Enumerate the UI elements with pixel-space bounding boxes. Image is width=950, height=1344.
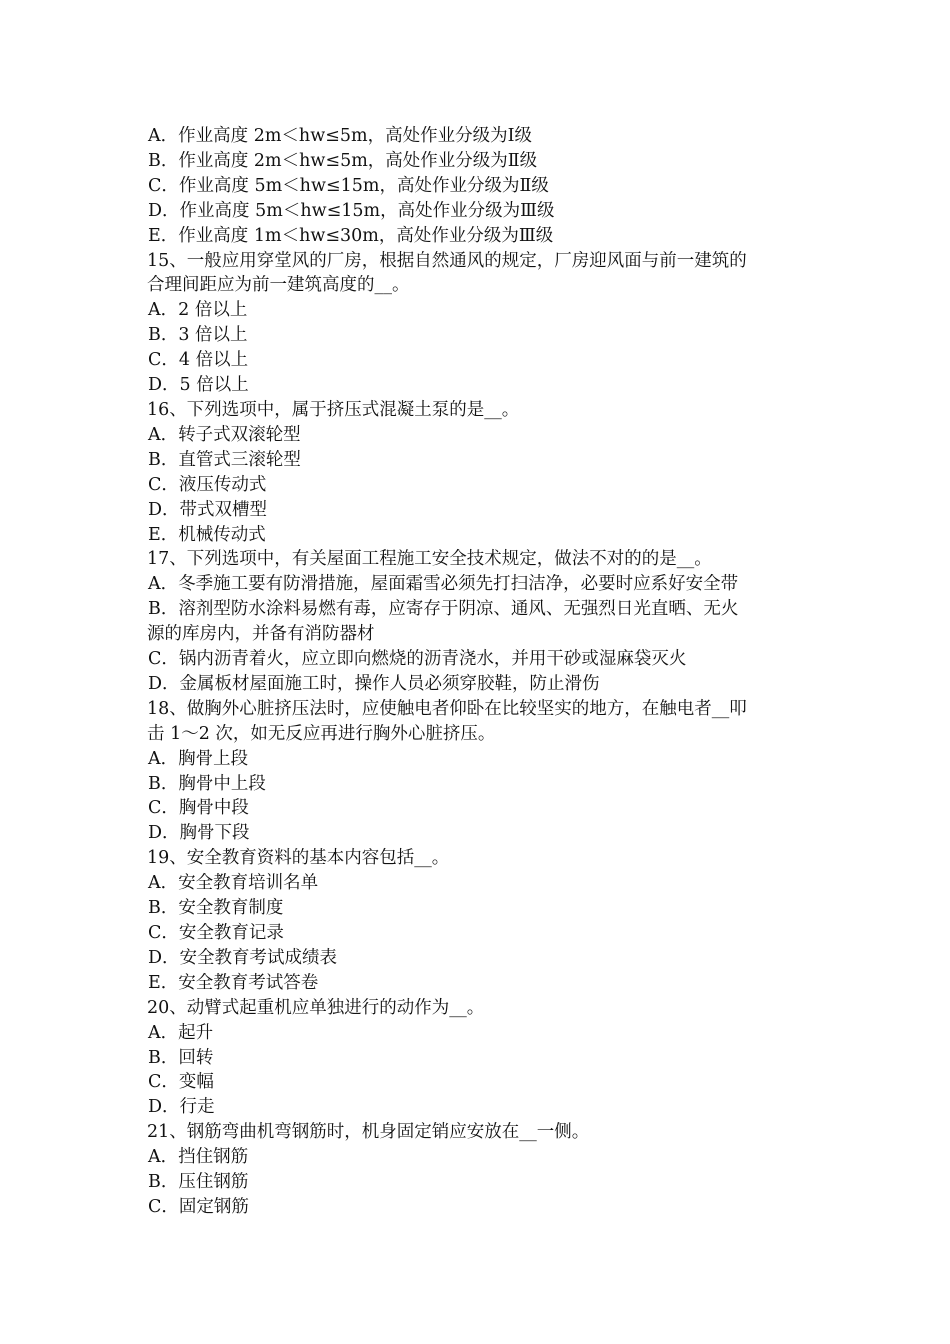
answer-option-line: D．行走 (148, 1097, 215, 1118)
answer-option-line: D．5 倍以上 (148, 375, 249, 396)
question-text-line: 19、安全教育资料的基本内容包括__。 (147, 848, 450, 869)
answer-option-line: A．安全教育培训名单 (148, 873, 319, 894)
answer-option-line: A．作业高度 2m＜hw≤5m，高处作业分级为Ⅰ级 (148, 126, 532, 146)
question-text-line: 18、做胸外心脏挤压法时，应使触电者仰卧在比较坚实的地方，在触电者__叩 (147, 698, 747, 719)
question-text-line: 20、动臂式起重机应单独进行的动作为__。 (147, 997, 485, 1018)
answer-option-line: A．转子式双滚轮型 (148, 424, 301, 445)
answer-option-line: E．作业高度 1m＜hw≤30m，高处作业分级为Ⅲ级 (148, 225, 554, 246)
question-text-line: 源的库房内，并备有消防器材 (147, 624, 375, 645)
answer-option-line: B．胸骨中上段 (148, 773, 266, 794)
answer-option-line: A．2 倍以上 (148, 300, 248, 321)
question-text-line: 17、下列选项中，有关屋面工程施工安全技术规定，做法不对的的是__。 (147, 549, 712, 570)
answer-option-line: C．作业高度 5m＜hw≤15m，高处作业分级为Ⅱ级 (148, 175, 549, 196)
question-text-line: 击 1～2 次，如无反应再进行胸外心脏挤压。 (147, 723, 496, 744)
answer-option-line: A．冬季施工要有防滑措施，屋面霜雪必须先打扫洁净，必要时应系好安全带 (148, 574, 739, 595)
answer-option-line: C．固定钢筋 (148, 1196, 249, 1217)
answer-option-line: B．3 倍以上 (148, 325, 248, 346)
answer-option-line: D．带式双槽型 (148, 499, 268, 520)
answer-option-line: D．安全教育考试成绩表 (148, 947, 338, 968)
document-body (147, 124, 809, 1220)
question-text-line: 15、一般应用穿堂风的厂房，根据自然通风的规定，厂房迎风面与前一建筑的 (147, 250, 747, 271)
answer-option-line: B．压住钢筋 (148, 1172, 249, 1193)
answer-option-line: B．溶剂型防水涂料易燃有毒，应寄存于阴凉、通风、无强烈日光直晒、无火 (148, 599, 739, 620)
question-text-line: 16、下列选项中，属于挤压式混凝土泵的是__。 (147, 399, 520, 420)
answer-option-line: E．安全教育考试答卷 (148, 972, 319, 993)
answer-option-line: A．胸骨上段 (148, 748, 249, 769)
answer-option-line: B．直管式三滚轮型 (148, 449, 301, 470)
answer-option-line: E．机械传动式 (148, 524, 266, 545)
answer-option-line: A．挡住钢筋 (148, 1147, 249, 1168)
answer-option-line: B．作业高度 2m＜hw≤5m，高处作业分级为Ⅱ级 (148, 150, 538, 171)
answer-option-line: B．安全教育制度 (148, 898, 284, 919)
answer-option-line: D．作业高度 5m＜hw≤15m，高处作业分级为Ⅲ级 (148, 200, 555, 221)
answer-option-line: C．胸骨中段 (148, 798, 249, 819)
question-text-line: 21、钢筋弯曲机弯钢筋时，机身固定销应安放在__一侧。 (147, 1122, 590, 1143)
answer-option-line: B．回转 (148, 1047, 214, 1068)
answer-option-line: D．胸骨下段 (148, 823, 250, 844)
answer-option-line: D．金属板材屋面施工时，操作人员必须穿胶鞋，防止滑伤 (148, 673, 600, 694)
answer-option-line: C．变幅 (148, 1072, 214, 1093)
answer-option-line: C．安全教育记录 (148, 923, 284, 943)
answer-option-line: C．锅内沥青着火，应立即向燃烧的沥青浇水，并用干砂或湿麻袋灭火 (148, 649, 687, 670)
answer-option-line: C．4 倍以上 (148, 350, 249, 371)
answer-option-line: C．液压传动式 (148, 474, 267, 495)
question-text-line: 合理间距应为前一建筑高度的__。 (147, 275, 410, 296)
answer-option-line: A．起升 (148, 1022, 214, 1043)
